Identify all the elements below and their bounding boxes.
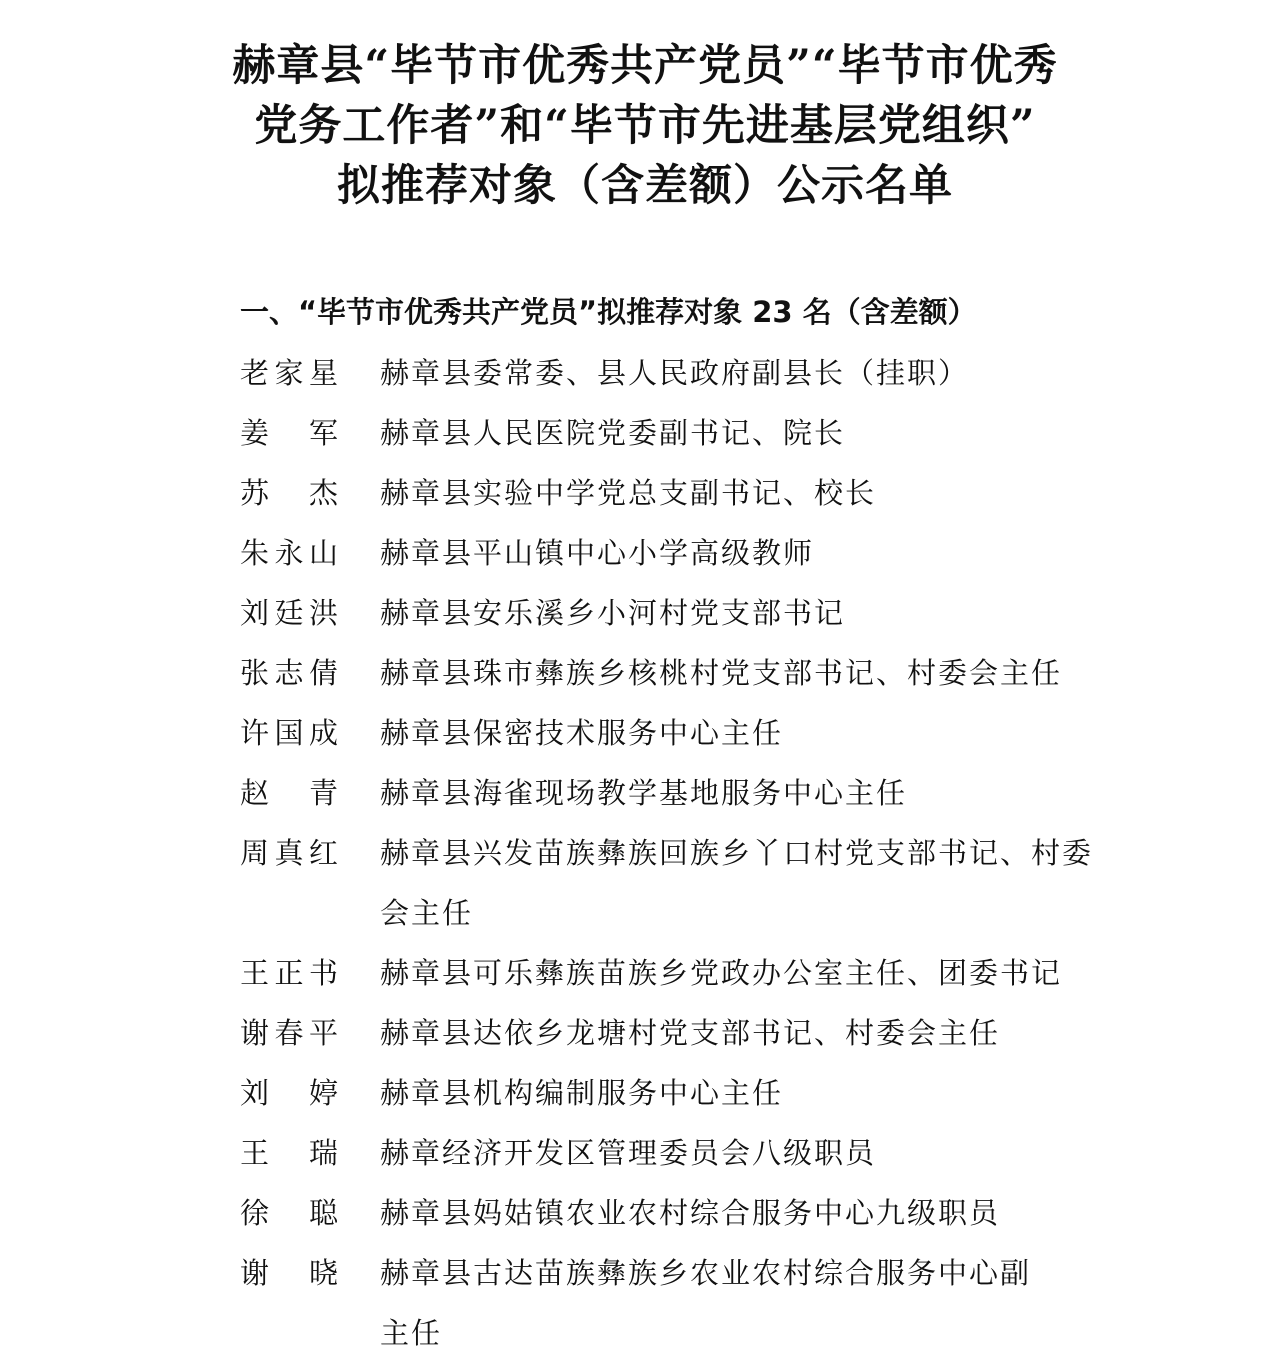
list-item — [240, 643, 1140, 703]
nominee-position — [380, 943, 1140, 1003]
nominee-position — [380, 403, 1140, 463]
list-item — [240, 703, 1140, 763]
list-item — [240, 1003, 1140, 1063]
nominee-position — [380, 1063, 1140, 1123]
nominee-name: 王 正 书 — [240, 956, 340, 990]
list-item — [240, 1063, 1140, 1123]
nominee-name: 张 志 倩 — [240, 656, 340, 690]
list-item — [240, 763, 1140, 823]
position-line: 赫章县安乐溪乡小河村党支部书记 — [380, 596, 846, 630]
nominee-position — [380, 583, 1140, 643]
nominee-position — [380, 1003, 1140, 1063]
position-line: 赫章县珠市彝族乡核桃村党支部书记、村委会主任 — [380, 656, 1063, 690]
position-line: 赫章县妈姑镇农业农村综合服务中心九级职员 — [380, 1196, 1001, 1230]
position-line: 赫章县古达苗族彝族乡农业农村综合服务中心副 — [380, 1256, 1032, 1290]
nominee-position — [380, 703, 1140, 763]
title-line-3: 拟推荐对象（含差额）公示名单 — [337, 161, 953, 211]
title-line-2: 党务工作者”和“毕节市先进基层党组织” — [254, 101, 1036, 151]
position-line: 赫章县达依乡龙塘村党支部书记、村委会主任 — [380, 1016, 1001, 1050]
nominee-name: 徐 聪 — [240, 1196, 340, 1230]
nominee-name: 姜 军 — [240, 416, 340, 450]
position-line: 主任 — [380, 1316, 443, 1350]
nominee-list — [240, 343, 1140, 1363]
nominee-position — [380, 823, 1140, 943]
position-line: 赫章县人民医院党委副书记、院长 — [380, 416, 846, 450]
nominee-name: 刘 廷 洪 — [240, 596, 340, 630]
nominee-position — [380, 463, 1140, 523]
nominee-name: 谢 春 平 — [240, 1016, 340, 1050]
section-heading: 一、“毕节市优秀共产党员”拟推荐对象 23 名（含差额） — [240, 295, 977, 329]
nominee-position — [380, 523, 1140, 583]
nominee-name: 朱 永 山 — [240, 536, 340, 570]
title-line-1: 赫章县“毕节市优秀共产党员”“毕节市优秀 — [232, 41, 1058, 91]
list-item — [240, 1243, 1140, 1363]
list-item — [240, 463, 1140, 523]
nominee-name: 赵 青 — [240, 776, 340, 810]
position-line: 赫章县可乐彝族苗族乡党政办公室主任、团委书记 — [380, 956, 1063, 990]
list-item — [240, 403, 1140, 463]
nominee-name: 周 真 红 — [240, 836, 340, 870]
nominee-name: 老 家 星 — [240, 356, 340, 390]
position-line: 会主任 — [380, 896, 474, 930]
nominee-name: 谢 晓 — [240, 1256, 340, 1290]
list-item — [240, 343, 1140, 403]
list-item — [240, 1183, 1140, 1243]
nominee-position — [380, 343, 1140, 403]
position-line: 赫章县海雀现场教学基地服务中心主任 — [380, 776, 908, 810]
nominee-position — [380, 763, 1140, 823]
position-line: 赫章县委常委、县人民政府副县长（挂职） — [380, 356, 970, 390]
list-item — [240, 523, 1140, 583]
nominee-position — [380, 1243, 1140, 1363]
position-line: 赫章县保密技术服务中心主任 — [380, 716, 784, 750]
list-item — [240, 943, 1140, 1003]
nominee-position — [380, 643, 1140, 703]
position-line: 赫章县机构编制服务中心主任 — [380, 1076, 784, 1110]
list-item — [240, 583, 1140, 643]
position-line: 赫章县实验中学党总支副书记、校长 — [380, 476, 877, 510]
nominee-name: 许 国 成 — [240, 716, 340, 750]
position-line: 赫章县兴发苗族彝族回族乡丫口村党支部书记、村委 — [380, 836, 1094, 870]
document-title — [0, 36, 1280, 216]
list-item — [240, 1123, 1140, 1183]
nominee-name: 王 瑞 — [240, 1136, 340, 1170]
position-line: 赫章经济开发区管理委员会八级职员 — [380, 1136, 877, 1170]
nominee-position — [380, 1183, 1140, 1243]
nominee-position — [380, 1123, 1140, 1183]
nominee-name: 苏 杰 — [240, 476, 340, 510]
position-line: 赫章县平山镇中心小学高级教师 — [380, 536, 815, 570]
list-item — [240, 823, 1140, 943]
nominee-name: 刘 婷 — [240, 1076, 340, 1110]
